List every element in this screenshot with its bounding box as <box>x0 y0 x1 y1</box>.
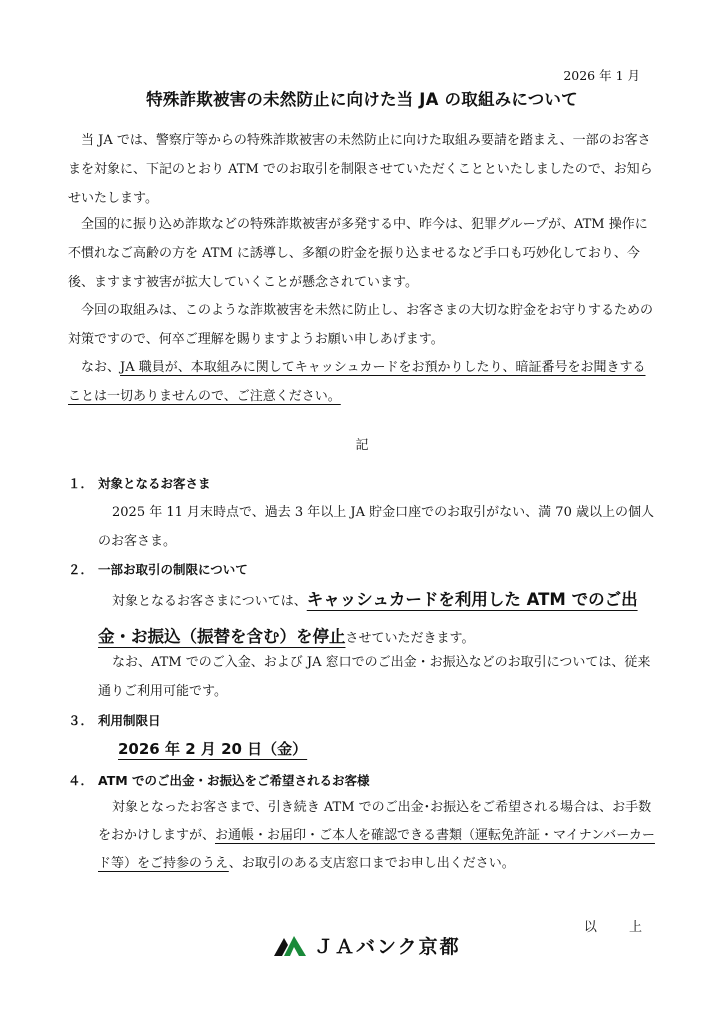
ja-bank-kyoto-logo <box>272 930 461 960</box>
issue-date: 2026 年 1 月 <box>563 68 640 83</box>
section-4-heading: ４． ATM でのご出金・お振込をご希望されるお客様 <box>68 773 370 788</box>
required-items: お通帳・お届印・ご本人を確認できる書類（運転免許証・マイナンバーカード等）をご持参のうえ <box>98 828 655 871</box>
section-2-note: なお、ATM でのご入金、および JA 窓口でのご出金・お振込などのお取引については、従来通りご利用可能です。 <box>98 655 651 699</box>
section-3-heading: ３． 利用制限日 <box>68 713 161 728</box>
restriction-date: 2026 年 2 月 20 日（金） <box>118 740 308 758</box>
restriction-emphasis: キャッシュカードを利用した ATM でのご出金・お振込（振替を含む）を停止 <box>98 590 638 646</box>
logo-text: ＪＡバンク京都 <box>314 935 461 958</box>
intro-paragraph-2: 全国的に振り込め詐欺などの特殊詐欺被害が多発する中、昨今は、犯罪グループが、ATM 操作に不慣れなご高齢の方を ATM に誘導し、多額の貯金を振り込ませるなど手口も巧妙化しており、今後、ますます被害が拡大していくことが懸念されています。 <box>68 217 648 290</box>
section-2-body: 対象となるお客さまについては、キャッシュカードを利用した ATM でのご出金・お振込（振替を含む）を停止させていただきます。 <box>98 590 638 646</box>
section-1-body: 2025 年 11 月末時点で、過去 3 年以上 JA 貯金口座でのお取引がない、満 70 歳以上の個人のお客さま。 <box>98 505 654 549</box>
page-title: 特殊詐欺被害の未然防止に向けた当 JA の取組みについて <box>146 90 578 109</box>
ki-marker: 記 <box>355 438 369 453</box>
section-2-heading: ２． 一部お取引の制限について <box>68 562 248 577</box>
ja-logo-icon <box>272 932 308 958</box>
intro-paragraph-3: 今回の取組みは、このような詐欺被害を未然に防止し、お客さまの大切な貯金をお守りするための対策ですので、何卒ご理解を賜りますようお願い申しあげます。 <box>68 303 654 347</box>
intro-paragraph-1: 当 JA では、警察庁等からの特殊詐欺被害の未然防止に向けた取組み要請を踏まえ、一部のお客さまを対象に、下記のとおり ATM でのお取引を制限させていただくことといたしましたので、お知らせいたします。 <box>68 133 653 206</box>
intro-paragraph-4: なお、JA 職員が、本取組みに関してキャッシュカードをお預かりしたり、暗証番号をお聞きすることは一切ありませんので、ご注意ください。 <box>68 360 646 404</box>
section-4-body: 対象となったお客さまで、引き続き ATM でのご出金･お振込をご希望される場合は、お手数をおかけしますが、お通帳・お届印・ご本人を確認できる書類（運転免許証・マイナンバーカード等）をご持参のうえ、お取引のある支店窓口までお申し出ください。 <box>98 800 655 871</box>
caution-note: JA 職員が、本取組みに関してキャッシュカードをお預かりしたり、暗証番号をお聞きすることは一切ありませんので、ご注意ください。 <box>68 360 646 404</box>
closing-mark: 以 上 <box>583 920 656 935</box>
section-1-heading: １． 対象となるお客さま <box>68 476 211 491</box>
